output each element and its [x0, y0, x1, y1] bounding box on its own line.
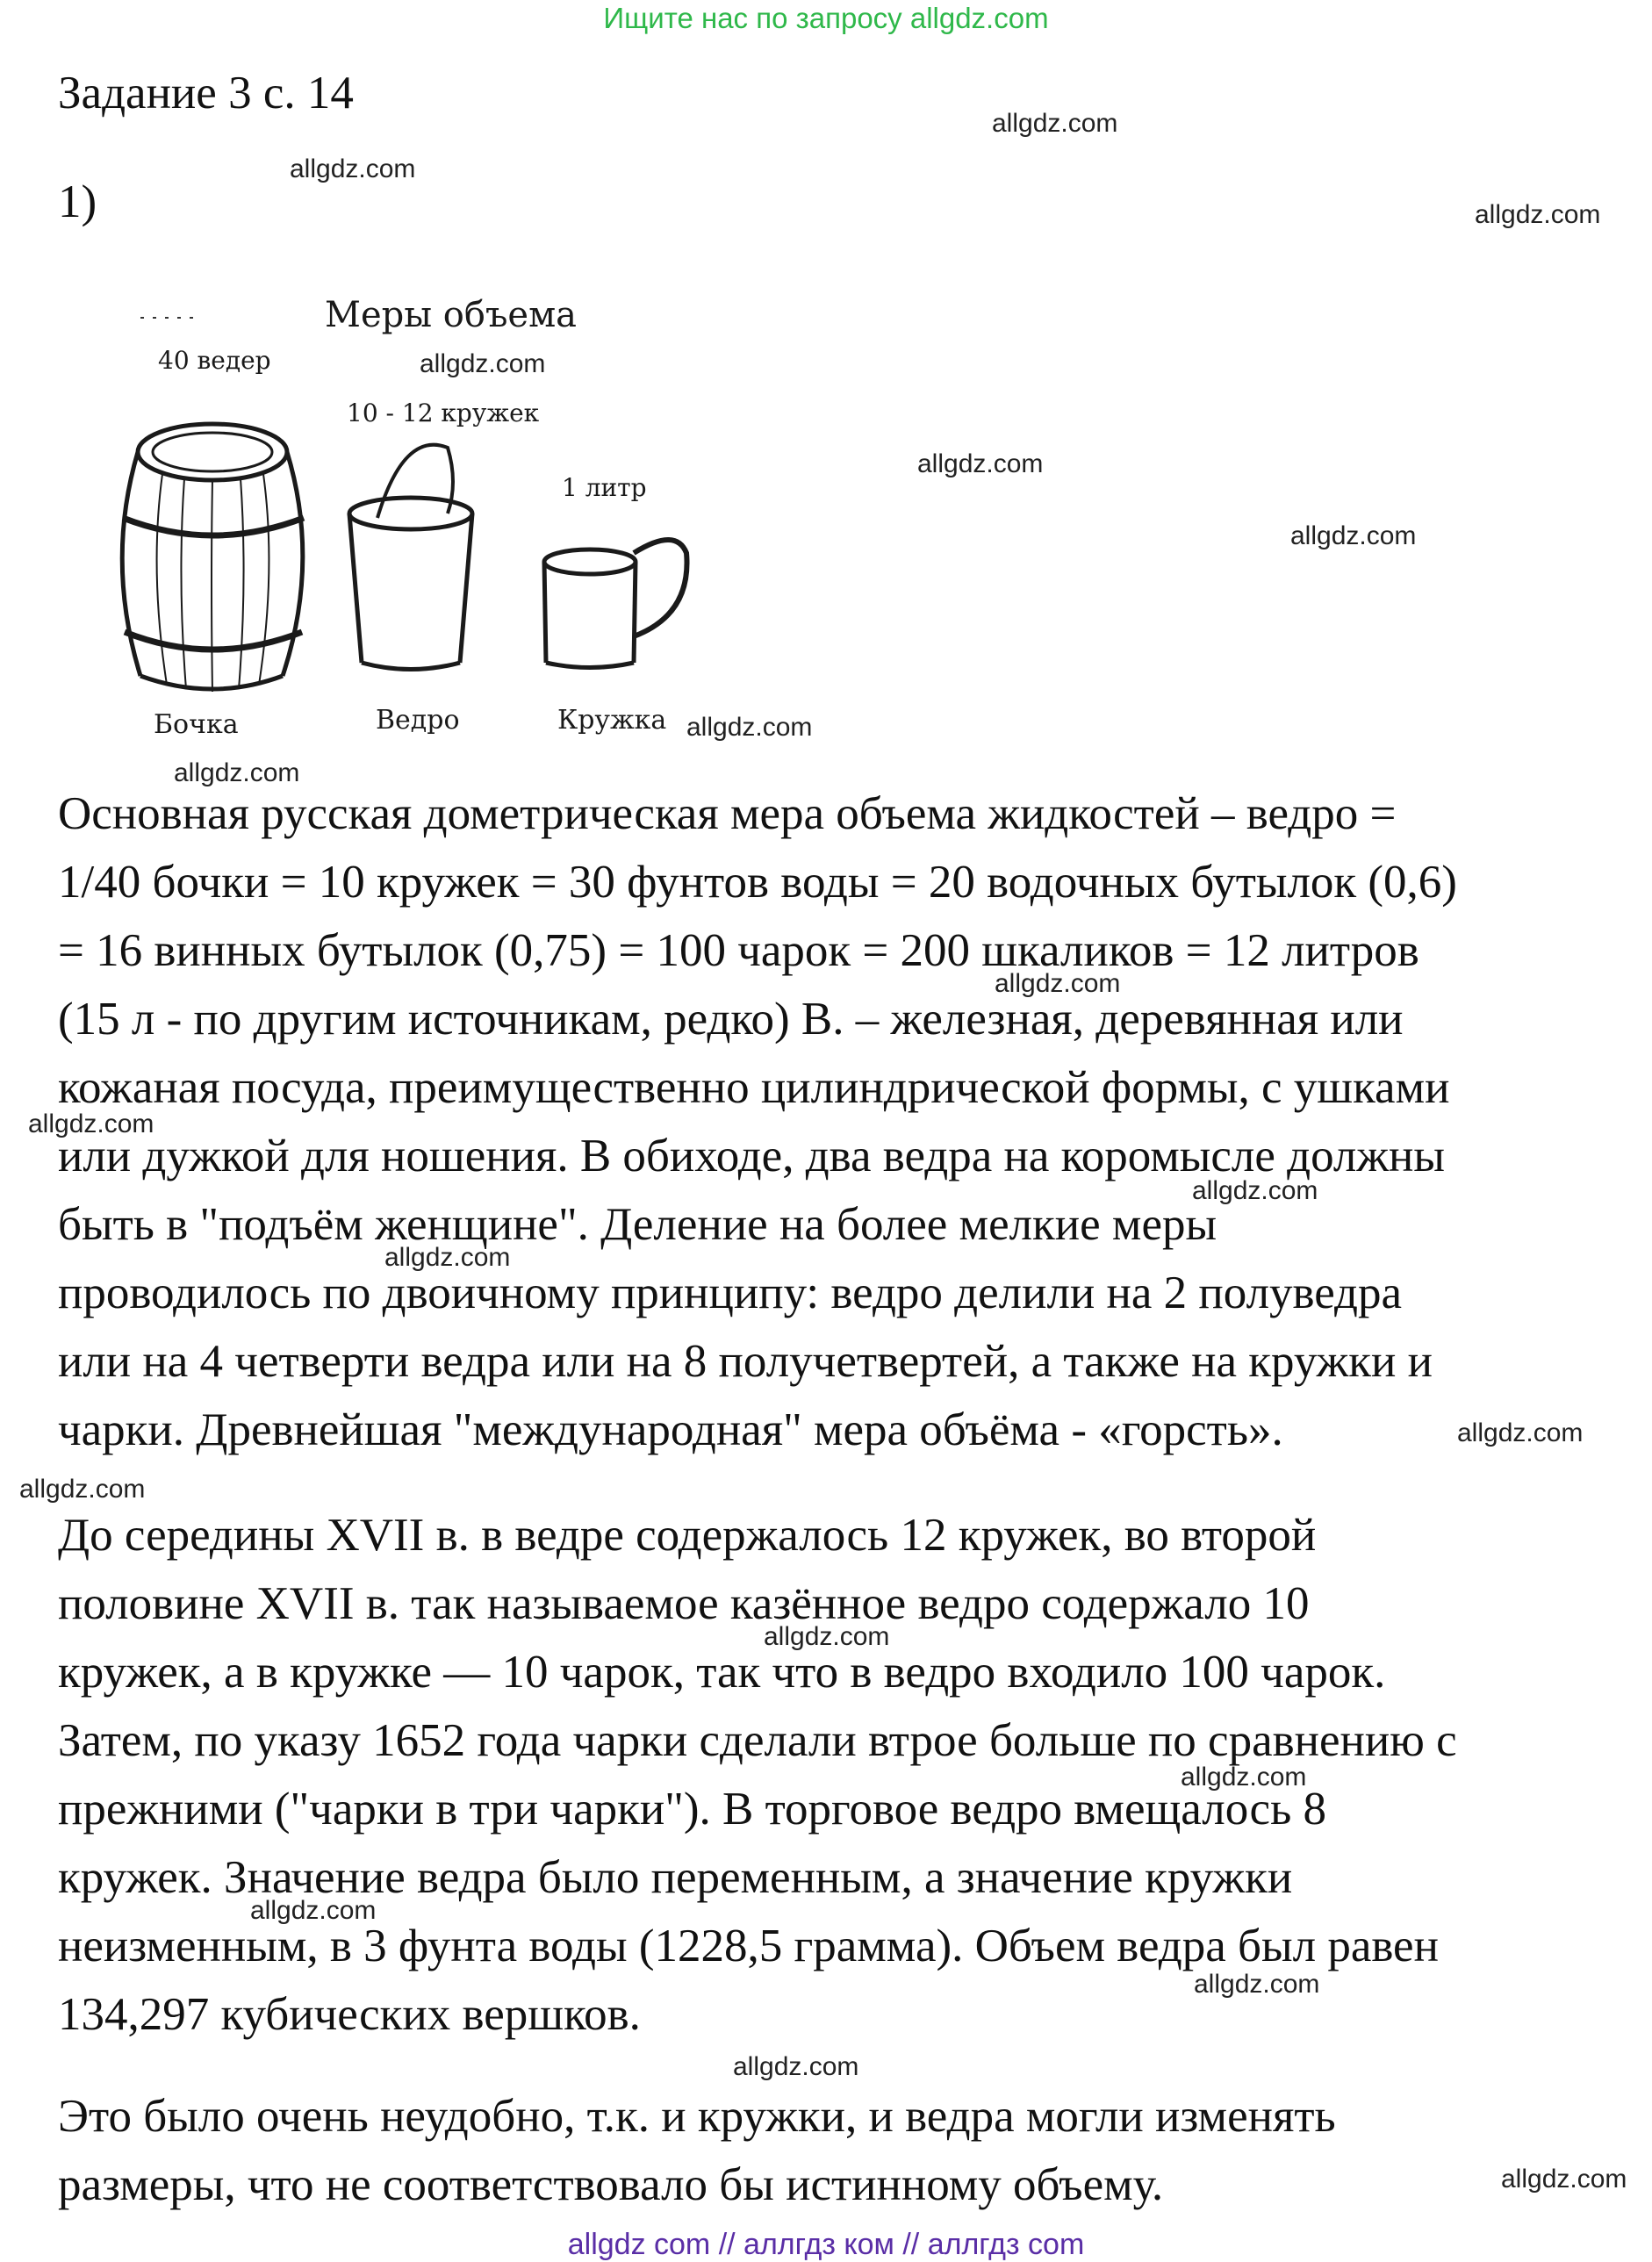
item-number: 1) — [58, 176, 97, 227]
watermark: allgdz.com — [992, 109, 1118, 138]
text-line: проводилось по двоичному принципу: ведро делили на 2 полуведра — [58, 1267, 1403, 1318]
watermark: allgdz.com — [917, 449, 1044, 478]
text-line: Основная русская дометрическая мера объема жидкостей – ведро = — [58, 788, 1397, 839]
mug-quantity: 1 литр — [562, 473, 647, 502]
watermark: allgdz.com — [174, 758, 300, 787]
top-banner[interactable]: Ищите нас по запросу allgdz.com — [603, 2, 1049, 34]
text-line: кружек, а в кружке — 10 чарок, так что в ведро входило 100 чарок. — [58, 1647, 1386, 1698]
text-line: неизменным, в 3 фунта воды (1228,5 грамма). Объем ведра был равен — [58, 1921, 1439, 1971]
text-line: прежними ("чарки в три чарки"). В торговое ведро вмещалось 8 — [58, 1784, 1327, 1835]
watermark: allgdz.com — [1192, 1176, 1318, 1205]
text-line: 1/40 бочки = 10 кружек = 30 фунтов воды = 20 водочных бутылок (0,6) — [58, 857, 1457, 908]
text-line: или дужкой для ношения. В обиходе, два ведра на коромысле должны — [58, 1131, 1445, 1181]
watermark: allgdz.com — [1194, 1970, 1320, 1999]
figure-heading: Меры объема — [325, 295, 578, 335]
paragraph-3 — [58, 2082, 1638, 2219]
text-line: = 16 винных бутылок (0,75) = 100 чарок = 200 шкаликов = 12 литров — [58, 925, 1419, 976]
watermark: allgdz.com — [1290, 521, 1417, 550]
watermark: allgdz.com — [384, 1243, 511, 1272]
text-line: быть в "подъём женщине". Деление на более мелкие меры — [58, 1199, 1217, 1250]
text-line: (15 л - по другим источникам, редко) В. – железная, деревянная или — [58, 994, 1404, 1045]
watermark: allgdz.com — [1501, 2165, 1627, 2194]
watermark: allgdz.com — [1181, 1763, 1307, 1792]
paragraph-1 — [58, 779, 1638, 1464]
watermark: allgdz.com — [290, 154, 416, 183]
watermark: allgdz.com — [995, 969, 1121, 998]
watermark: allgdz.com — [686, 713, 813, 742]
bucket-quantity: 10 - 12 кружек — [347, 399, 540, 427]
watermark: allgdz.com — [250, 1896, 377, 1925]
mug-label: Кружка — [557, 705, 667, 736]
text-line: Затем, по указу 1652 года чарки сделали втрое больше по сравнению с — [58, 1715, 1457, 1766]
text-line: или на 4 четверти ведра или на 8 получетвертей, а также на кружки и — [58, 1336, 1433, 1387]
bucket-label: Ведро — [376, 705, 460, 736]
page-title: Задание 3 с. 14 — [58, 68, 354, 118]
watermark: allgdz.com — [733, 2052, 859, 2081]
text-line: размеры, что не соответствовало бы истинному объему. — [58, 2159, 1164, 2210]
footer-links[interactable]: allgdz com // аллгдз ком // аллгдз com — [567, 2228, 1085, 2261]
bucket-icon — [349, 445, 472, 670]
watermark: allgdz.com — [420, 349, 546, 378]
text-line: Это было очень неудобно, т.к. и кружки, и ведра могли изменять — [58, 2091, 1336, 2142]
watermark: allgdz.com — [1475, 200, 1601, 229]
barrel-icon — [122, 424, 304, 692]
volume-measures-illustration — [97, 263, 711, 737]
barrel-quantity: 40 ведер — [158, 346, 271, 375]
mug-icon — [544, 540, 687, 668]
text-line: половине XVII в. так называемое казённое ведро содержало 10 — [58, 1578, 1310, 1629]
watermark: allgdz.com — [28, 1109, 154, 1138]
text-line: 134,297 кубических вершков. — [58, 1989, 641, 2040]
barrel-label: Бочка — [154, 709, 239, 737]
text-line: кожаная посуда, преимущественно цилиндрической формы, с ушками — [58, 1062, 1450, 1113]
watermark: allgdz.com — [19, 1475, 146, 1504]
text-line: кружек. Значение ведра было переменным, а значение кружки — [58, 1852, 1293, 1903]
watermark: allgdz.com — [764, 1622, 890, 1651]
text-line: До середины XVII в. в ведре содержалось 12 кружек, во второй — [58, 1510, 1317, 1561]
text-line: чарки. Древнейшая "международная" мера объёма - «горсть». — [58, 1404, 1283, 1455]
watermark: allgdz.com — [1457, 1418, 1584, 1447]
paragraph-2 — [58, 1501, 1638, 2049]
